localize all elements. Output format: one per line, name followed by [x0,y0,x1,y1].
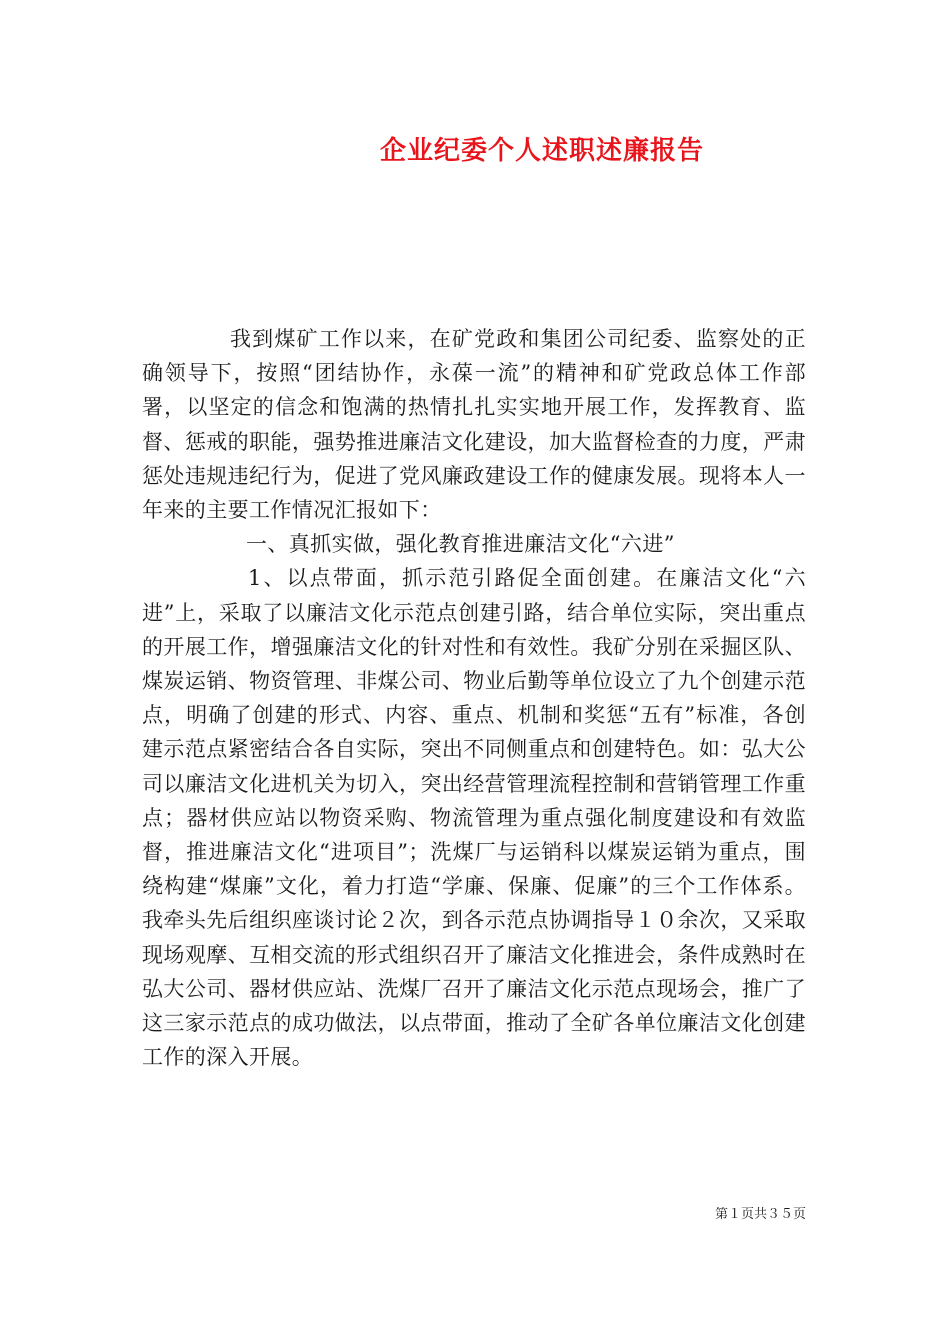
section-heading-1: 一、真抓实做，强化教育推进廉洁文化“六进” [246,532,675,557]
item-paragraph-1: 1、以点带面，抓示范引路促全面创建。在廉洁文化“六进”上，采取了以廉洁文化示范点创建引路，结合单位实际，突出重点的开展工作，增强廉洁文化的针对性和有效性。我矿分别在采掘区队、煤炭运销、物资管理、非煤公司、物业后勤等单位设立了九个创建示范点，明确了创建的形式、内容、重点、机制和奖惩“五有”标准，各创建示范点紧密结合各自实际，突出不同侧重点和创建特色。如：弘大公司以廉洁文化进机关为切入，突出经营管理流程控制和营销管理工作重点；器材供应站以物资采购、物流管理为重点强化制度建设和有效监督，推进廉洁文化“进项目”；洗煤厂与运销科以煤炭运销为重点，围绕构建“煤廉”文化，着力打造“学廉、保廉、促廉”的三个工作体系。我牵头先后组织座谈讨论２次，到各示范点协调指导１０余次，又采取现场观摩、互相交流的形式组织召开了廉洁文化推进会，条件成熟时在弘大公司、器材供应站、洗煤厂召开了廉洁文化示范点现场会，推广了这三家示范点的成功做法，以点带面，推动了全矿各单位廉洁文化创建工作的深入开展。 [142,566,806,1070]
document-title: 企业纪委个人述职述廉报告 [379,136,704,166]
page-number: 第１页共３５页 [714,1207,806,1222]
document-body [142,322,806,1074]
intro-paragraph: 我到煤矿工作以来，在矿党政和集团公司纪委、监察处的正确领导下，按照“团结协作，永葆一流”的精神和矿党政总体工作部署，以坚定的信念和饱满的热情扎扎实实地开展工作，发挥教育、监督、惩戒的职能，强势推进廉洁文化建设，加大监督检查的力度，严肃惩处违规违纪行为，促进了党风廉政建设工作的健康发展。现将本人一年来的主要工作情况汇报如下： [142,327,806,523]
